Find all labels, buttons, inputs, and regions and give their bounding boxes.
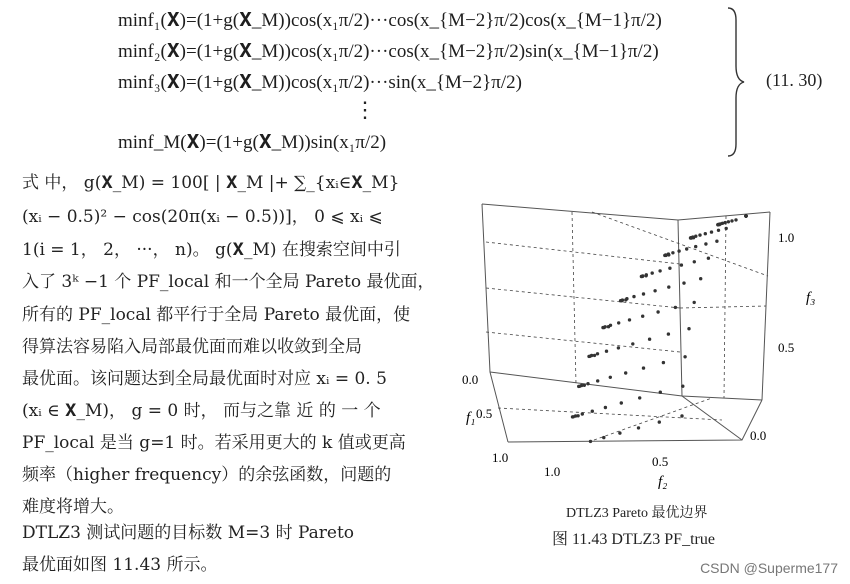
pareto-point [621, 298, 624, 301]
grid-lines [486, 212, 768, 440]
pareto-point [571, 415, 574, 418]
pareto-point [710, 230, 713, 233]
pareto-point [641, 315, 644, 318]
pareto-point [717, 229, 720, 232]
pareto-point [632, 295, 635, 298]
figure-caption: 图 11.43 DTLZ3 PF_true [552, 531, 715, 548]
paragraph-line: 最优面如图 11.43 所示。 [22, 555, 218, 575]
pareto-point [699, 277, 702, 280]
pareto-point [691, 235, 694, 238]
paragraph-line: 入了 3ᵏ −1 个 PF_local 和一个全局 Pareto 最优面， [22, 272, 435, 292]
pareto-point [727, 220, 730, 223]
pareto-point [730, 219, 733, 222]
pareto-point [642, 292, 645, 295]
pareto-point [681, 385, 684, 388]
paragraph-line: PF_local 是当 g=1 时。若采用更大的 k 值或更高 [22, 433, 406, 453]
pareto-point [580, 384, 583, 387]
pareto-point [609, 376, 612, 379]
pareto-point [693, 260, 696, 263]
right-brace [724, 4, 754, 160]
pareto-point [685, 247, 688, 250]
pareto-point [671, 251, 674, 254]
pareto-point [589, 440, 592, 443]
f3-tick-1: 1.0 [778, 230, 795, 245]
equation-line-fM: minf_M(𝐗)=(1+g(𝐗_M))sin(x₁π/2) [118, 132, 387, 153]
pareto-point [625, 297, 628, 300]
pareto-point [674, 306, 677, 309]
paragraph-line: (xᵢ − 0.5)² − cos(20π(xᵢ − 0.5))]， 0 ⩽ xᵢ ⩽ [22, 207, 383, 227]
pareto-point [593, 354, 596, 357]
pareto-point [667, 285, 670, 288]
f2-tick-0.0: 0.0 [750, 428, 767, 443]
paragraph-line: 难度将增大。 [22, 497, 124, 517]
pareto-point [577, 385, 580, 388]
pareto-point [658, 269, 661, 272]
pareto-point [617, 321, 620, 324]
equation-line-f2: minf₂(𝐗)=(1+g(𝐗_M))cos(x₁π/2)···cos(x_{M−2}π/2)sin(x_{M−1}π/2) [118, 41, 659, 62]
pareto-point [683, 355, 686, 358]
pareto-point [658, 420, 661, 423]
paragraph-line: (xᵢ ∈ 𝐗_M)， g = 0 时， 而与之靠 近 的 一 个 [22, 401, 381, 421]
pareto-point [624, 371, 627, 374]
pareto-point [680, 414, 683, 417]
pareto-point [586, 382, 589, 385]
pareto-point [704, 242, 707, 245]
pareto-point [659, 391, 662, 394]
pareto-point [651, 271, 654, 274]
axis-box [482, 204, 770, 442]
f1-tick-0.5: 0.5 [476, 406, 493, 421]
pareto-point [637, 426, 640, 429]
f2-axis-label: f₂ [658, 474, 668, 490]
pareto-point [682, 281, 685, 284]
pareto-point [744, 214, 747, 217]
pareto-point [605, 350, 608, 353]
pareto-point [628, 318, 631, 321]
pareto-point [656, 310, 659, 313]
paragraph-line: 所有的 PF_local 都平行于全局 Pareto 最优面，使 [22, 305, 411, 325]
pareto-point [653, 289, 656, 292]
pareto-point [694, 235, 697, 238]
pareto-point [725, 227, 728, 230]
equation-line-f3: minf₃(𝐗)=(1+g(𝐗_M))cos(x₁π/2)···sin(x_{M−2}π/2) [118, 72, 522, 93]
pareto-point [596, 352, 599, 355]
pareto-point [620, 401, 623, 404]
pareto-point [604, 406, 607, 409]
f1-tick-1.0: 1.0 [492, 450, 509, 465]
pareto-point [602, 436, 605, 439]
pareto-point [590, 354, 593, 357]
pareto-point [617, 346, 620, 349]
pareto-point [668, 267, 671, 270]
pareto-point [648, 338, 651, 341]
equation-block [118, 4, 758, 156]
paragraph-line: 最优面。该问题达到全局最优面时对应 xᵢ = 0. 5 [22, 369, 387, 389]
pareto-point [687, 327, 690, 330]
pareto-point [693, 301, 696, 304]
paragraph-line: 式 中， g(𝐗_M) = 100[ | 𝐗_M |+ ∑_{xᵢ∈𝐗_M} [22, 173, 400, 193]
pareto-point [677, 249, 680, 252]
pareto-point [645, 273, 648, 276]
pareto-point [574, 414, 577, 417]
pareto-front-figure [462, 172, 842, 552]
pareto-point [662, 361, 665, 364]
f3-axis-label: f₃ [806, 290, 816, 306]
f1-axis-label: f₁ [466, 410, 476, 426]
f2-tick-1.0: 1.0 [544, 464, 561, 479]
pareto-point [667, 252, 670, 255]
scatter-3d-plot [462, 172, 842, 502]
pareto-points [571, 214, 748, 443]
pareto-point [642, 366, 645, 369]
pareto-point [734, 218, 737, 221]
paragraph-line: 频率（higher frequency）的余弦函数，问题的 [22, 465, 392, 485]
pareto-point [724, 221, 727, 224]
pareto-point [698, 233, 701, 236]
paragraph-line: 得算法容易陷入局部最优面而难以收敛到全局 [22, 337, 362, 357]
pareto-point [704, 232, 707, 235]
pareto-point [596, 379, 599, 382]
paragraph-line: DTLZ3 测试问题的目标数 M=3 时 Pareto [22, 523, 355, 543]
f3-tick-0.5: 0.5 [778, 340, 795, 355]
equation-line-f1: minf₁(𝐗)=(1+g(𝐗_M))cos(x₁π/2)···cos(x_{M−2}π/2)cos(x_{M−1}π/2) [118, 10, 662, 31]
pareto-point [641, 274, 644, 277]
f1-tick-0.0: 0.0 [462, 372, 479, 387]
watermark: CSDN @Superme177 [700, 560, 838, 576]
pareto-point [581, 412, 584, 415]
paragraph-line: 1(i = 1， 2， ···， n)。 g(𝐗_M) 在搜索空间中引 [22, 240, 401, 260]
figure-title: DTLZ3 Pareto 最优边界 [566, 506, 708, 521]
pareto-point [707, 257, 710, 260]
pareto-point [667, 332, 670, 335]
pareto-point [680, 263, 683, 266]
f2-tick-0.5: 0.5 [652, 454, 669, 469]
pareto-point [694, 245, 697, 248]
equation-vertical-ellipsis: ⋮ [354, 98, 376, 123]
pareto-point [638, 396, 641, 399]
equation-number: (11. 30) [766, 70, 823, 90]
pareto-point [631, 342, 634, 345]
pareto-point [609, 324, 612, 327]
pareto-point [618, 431, 621, 434]
pareto-point [604, 325, 607, 328]
pareto-point [591, 410, 594, 413]
pareto-point [715, 240, 718, 243]
